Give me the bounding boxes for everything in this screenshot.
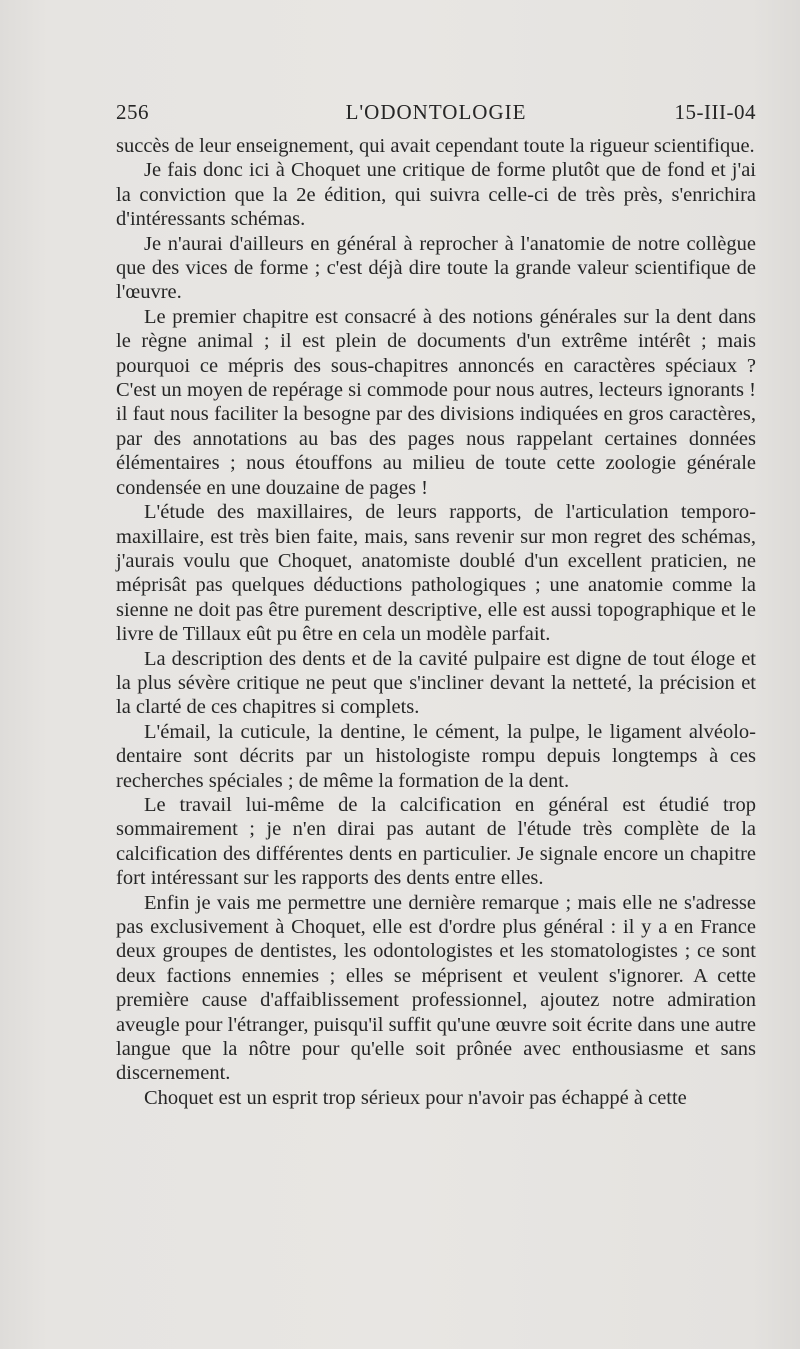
running-header	[116, 100, 756, 130]
paragraph-8: Le travail lui-même de la calcification en général est étudié trop sommairement ; je n'en dirai pas autant de l'étude très complète de la calcification des différentes dents en particulier. Je signale encore un chapitre fort intéressant sur les rapports des dents entre elles.	[116, 793, 756, 890]
running-title: L'ODONTOLOGIE	[345, 100, 527, 124]
paragraph-10: Choquet est un esprit trop sérieux pour n'avoir pas échappé à cette	[144, 1086, 687, 1109]
paragraph-7: L'émail, la cuticule, la dentine, le cément, la pulpe, le ligament alvéolo-dentaire sont décrits par un histologiste rompu depuis longtemps à ces recherches spéciales ; de même la formation de la dent.	[116, 720, 756, 792]
paragraph-1: succès de leur enseignement, qui avait cependant toute la rigueur scientifique.	[116, 135, 755, 157]
paragraph-6: La description des dents et de la cavité pulpaire est digne de tout éloge et la plus sévère critique ne peut que s'incliner devant la netteté, la précision et la clarté de ces chapitres si complets.	[116, 647, 756, 719]
issue-date: 15-III-04	[674, 100, 756, 124]
page-number: 256	[116, 100, 149, 124]
paragraph-4: Le premier chapitre est consacré à des notions générales sur la dent dans le règne animal ; il est plein de documents d'un extrême intérêt ; mais pourquoi ce mépris des sous-chapitres annoncés en caractères spéciaux ? C'est un moyen de repérage si commode pour nous autres, lecteurs ignorants ! il faut nous faciliter la besogne par des divisions indiquées en gros caractères, par des annotations au bas des pages nous rappelant certaines données élémentaires ; nous étouffons au milieu de toute cette zoologie générale condensée en une douzaine de pages !	[116, 305, 756, 499]
paragraph-3: Je n'aurai d'ailleurs en général à reprocher à l'anatomie de notre collègue que des vices de forme ; c'est déjà dire toute la grande valeur scientifique de l'œuvre.	[116, 232, 756, 304]
paragraph-5: L'étude des maxillaires, de leurs rapports, de l'articulation temporo-maxillaire, est très bien faite, mais, sans revenir sur mon regret des schémas, j'aurais voulu que Choquet, anatomiste doublé d'un excellent praticien, ne méprisât pas quelques déductions pathologiques ; une anatomie comme la sienne ne doit pas être purement descriptive, elle est aussi topographique et le livre de Tillaux eût pu être en cela un modèle parfait.	[116, 501, 756, 646]
paragraph-9: Enfin je vais me permettre une dernière remarque ; mais elle ne s'adresse pas exclusivement à Choquet, elle est d'ordre plus général : il y a en France deux groupes de dentistes, les odontologistes et les stomatologistes ; ce sont deux factions ennemies ; elles se méprisent et veulent s'ignorer. A cette première cause d'affaiblissement professionnel, ajoutez notre admiration aveugle pour l'étranger, puisqu'il suffit qu'une œuvre soit écrite dans une autre langue que la nôtre pour qu'elle soit prônée avec enthousiasme et sans discernement.	[116, 891, 756, 1085]
article-body	[116, 134, 756, 1110]
paragraph-2: Je fais donc ici à Choquet une critique de forme plutôt que de fond et j'ai la conviction que la 2e édition, qui suivra celle-ci de très près, s'enrichira d'intéressants schémas.	[116, 159, 756, 231]
